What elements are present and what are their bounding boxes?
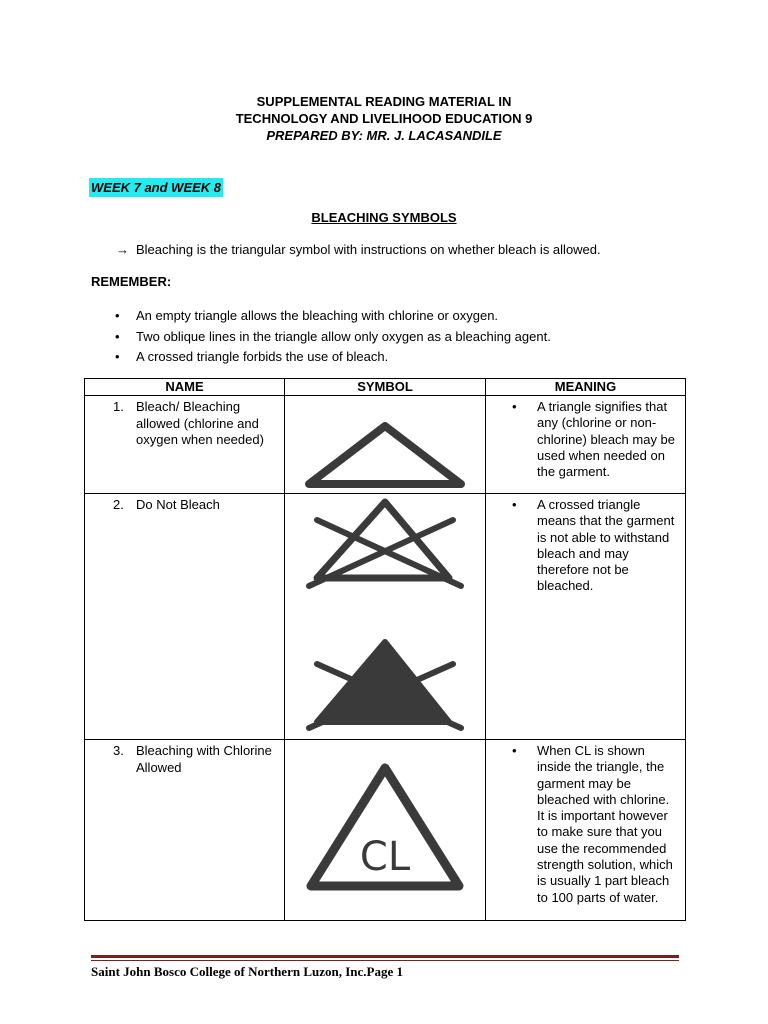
bullet-icon: •	[115, 349, 120, 364]
row-number: 3.	[113, 743, 124, 758]
table-row	[85, 494, 686, 740]
list-item	[91, 327, 551, 348]
chlorine-allowed-triangle-icon	[285, 740, 485, 919]
name-cell	[85, 494, 285, 740]
list-item-text: Two oblique lines in the triangle allow only oxygen as a bleaching agent.	[136, 328, 551, 344]
name-text: Do Not Bleach	[136, 497, 220, 512]
bullet-icon: •	[512, 497, 517, 512]
chlorine-cl-text: CL	[359, 834, 411, 880]
row-number: 2.	[113, 497, 124, 512]
bullet-icon: •	[115, 328, 120, 344]
document-header	[0, 93, 768, 144]
symbol-cell	[285, 740, 486, 921]
meaning-text: A crossed triangle means that the garment is not able to withstand bleach and may therefore not be bleached.	[537, 497, 675, 594]
remember-list	[91, 306, 551, 368]
meaning-cell	[486, 494, 686, 740]
header-line-1: SUPPLEMENTAL READING MATERIAL IN	[256, 94, 512, 109]
crossed-filled-triangle-icon	[309, 642, 461, 728]
column-header-symbol: SYMBOL	[285, 379, 486, 396]
name-cell	[85, 740, 285, 921]
footer-rule-thick	[91, 955, 679, 958]
week-label: WEEK 7 and WEEK 8	[91, 180, 222, 195]
list-item	[91, 306, 551, 327]
bullet-icon: •	[115, 308, 120, 323]
list-item-text: A crossed triangle forbids the use of bleach.	[136, 349, 389, 364]
header-line-2: TECHNOLOGY AND LIVELIHOOD EDUCATION 9	[235, 111, 533, 126]
name-cell	[85, 396, 285, 494]
section-title: BLEACHING SYMBOLS	[311, 210, 457, 225]
bullet-icon: •	[512, 743, 517, 758]
table-row	[85, 740, 686, 921]
table-header-row	[85, 379, 686, 396]
symbol-cell	[285, 494, 486, 740]
intro-text: Bleaching is the triangular symbol with instructions on whether bleach is allowed.	[136, 242, 601, 257]
name-text: Bleach/ Bleaching allowed (chlorine and oxygen when needed)	[136, 399, 264, 447]
bleach-allowed-triangle-icon	[285, 396, 485, 492]
list-item	[91, 347, 551, 368]
column-header-name: NAME	[85, 379, 285, 396]
footer-text: Saint John Bosco College of Northern Luzon, Inc.Page 1	[91, 964, 403, 979]
bleaching-symbols-table	[84, 378, 686, 921]
column-header-meaning: MEANING	[486, 379, 686, 396]
bullet-icon: •	[512, 399, 517, 414]
crossed-triangle-icon	[309, 502, 461, 586]
row-number: 1.	[113, 399, 124, 414]
intro-line	[116, 242, 601, 257]
header-prepared-by: PREPARED BY: MR. J. LACASANDILE	[266, 128, 502, 143]
name-text: Bleaching with Chlorine Allowed	[136, 743, 272, 775]
remember-label: REMEMBER:	[91, 274, 172, 289]
right-arrow-icon: →	[116, 242, 129, 257]
meaning-text: When CL is shown inside the triangle, the garment may be bleached with chlorine. It is important however to make sure that you use the recommended strength solution, which is usually 1 part bleach to 100 parts of water.	[537, 743, 673, 905]
do-not-bleach-symbols	[285, 494, 485, 738]
meaning-text: A triangle signifies that any (chlorine or non-chlorine) bleach may be used when needed on the garment.	[537, 399, 676, 480]
meaning-cell	[486, 740, 686, 921]
symbol-cell	[285, 396, 486, 494]
table-row	[85, 396, 686, 494]
list-item-text: An empty triangle allows the bleaching with chlorine or oxygen.	[136, 308, 499, 323]
meaning-cell	[486, 396, 686, 494]
footer-rule-thin	[91, 960, 679, 961]
